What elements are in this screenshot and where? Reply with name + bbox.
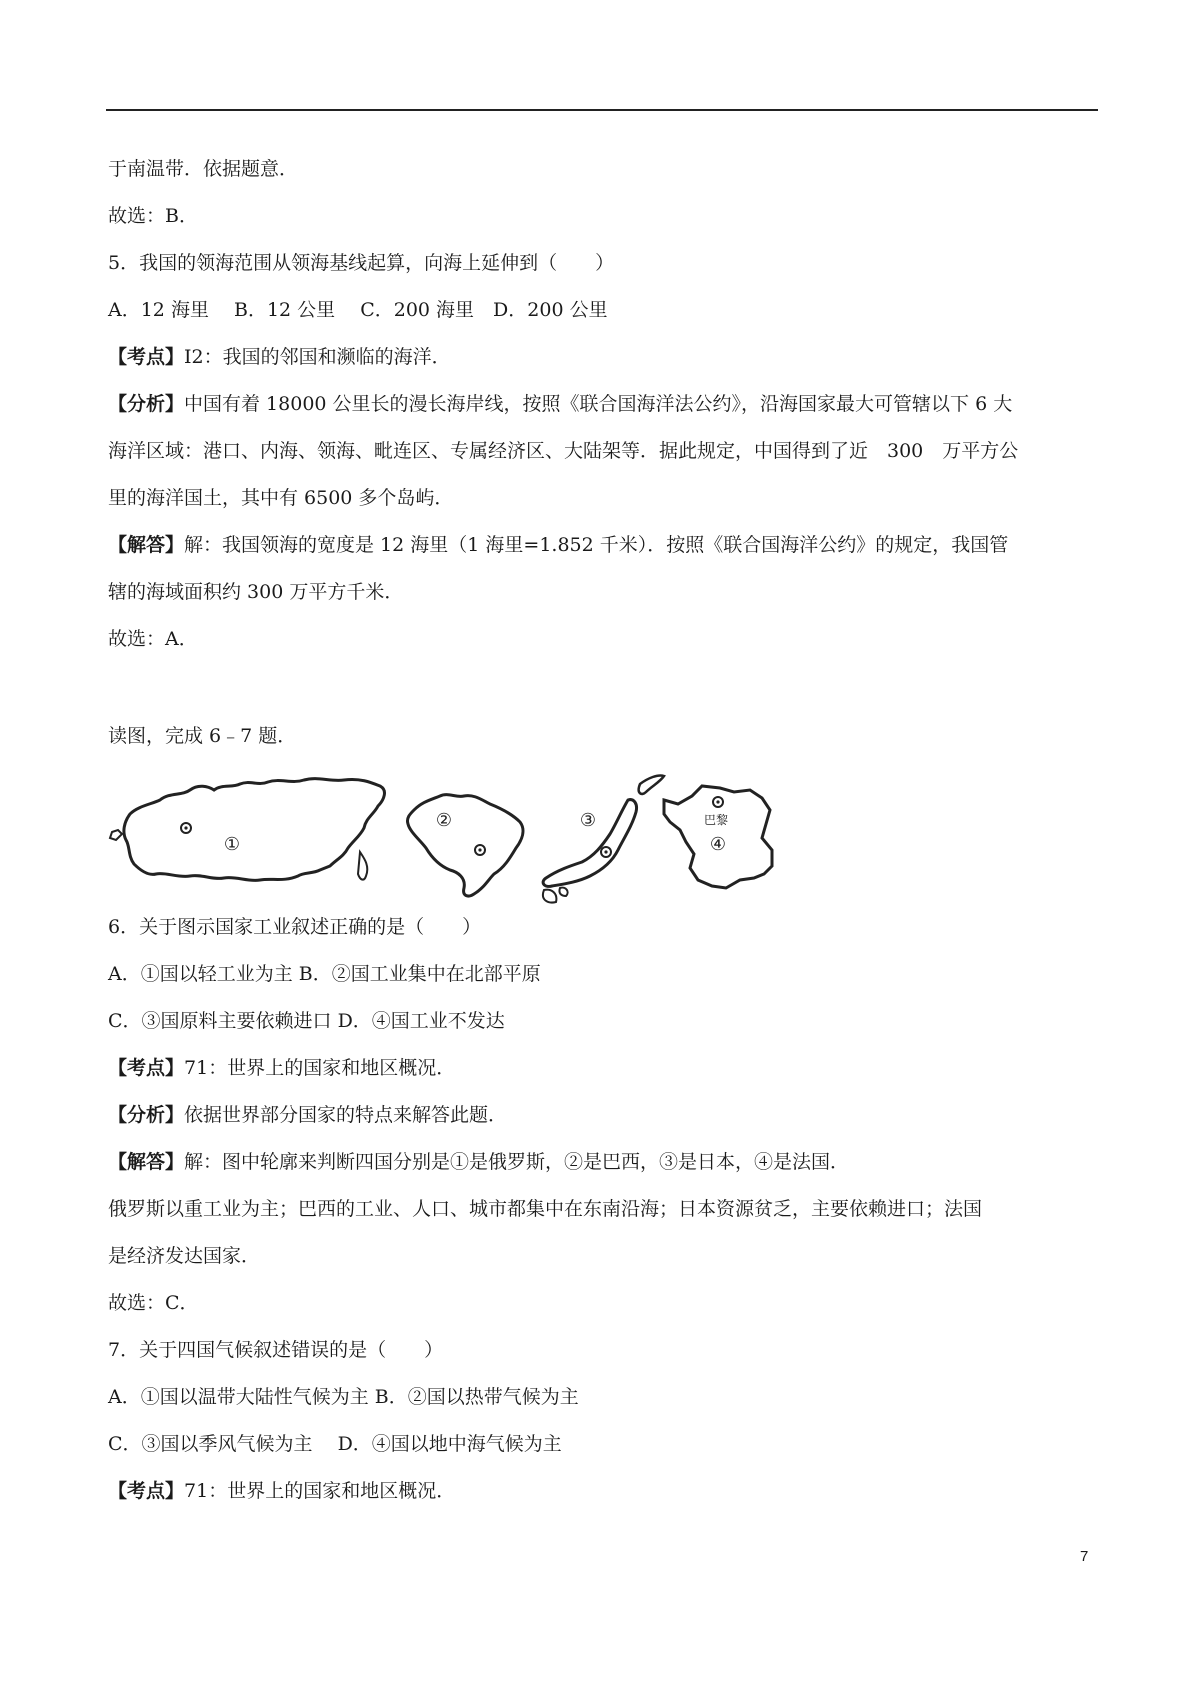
fenxi-line	[108, 1102, 1098, 1128]
question-6-options-cd: C．③国原料主要依赖进口 D．④国工业不发达	[108, 1010, 505, 1032]
text-line: 里的海洋国土，其中有 6500 多个岛屿．	[108, 487, 454, 509]
fenxi-line	[108, 391, 1098, 417]
answer-line: 故选：A．	[108, 628, 198, 650]
section-tag: 【分析】	[108, 393, 185, 415]
text-line: 海洋区域：港口、内海、领海、毗连区、专属经济区、大陆架等．据此规定，中国得到了近 300 万平方公	[108, 440, 1019, 462]
jieda-line	[108, 532, 1098, 558]
page-number: 7	[1080, 1548, 1089, 1565]
russia-map	[110, 779, 384, 881]
paris-label: 巴黎	[703, 813, 729, 827]
country-maps-figure	[108, 770, 848, 905]
kaodian-line	[108, 1055, 1098, 1081]
section-tag: 【解答】	[108, 534, 185, 556]
text-line: 是经济发达国家．	[108, 1245, 261, 1267]
question-7-options-ab: A．①国以温带大陆性气候为主 B．②国以热带气候为主	[108, 1386, 579, 1408]
jieda-line	[108, 1149, 1098, 1175]
text-line: 俄罗斯以重工业为主；巴西的工业、人口、城市都集中在东南沿海；日本资源贫乏，主要依赖进口；法国	[108, 1198, 983, 1220]
brazil-label: ②	[435, 810, 453, 831]
section-text: 解：我国领海的宽度是 12 海里（1 海里=1.852 千米）．按照《联合国海洋公约》的规定，我国管	[184, 534, 1009, 556]
france-map	[664, 786, 772, 888]
section-tag: 【考点】	[108, 1057, 185, 1079]
france-label: ④	[709, 834, 727, 855]
question-6-options-ab: A．①国以轻工业为主 B．②国工业集中在北部平原	[108, 963, 541, 985]
brazil-map	[407, 795, 523, 896]
japan-map	[543, 775, 664, 902]
question-5: 5．我国的领海范围从领海基线起算，向海上延伸到（ ）	[108, 252, 615, 274]
section-text: 71：世界上的国家和地区概况．	[184, 1480, 456, 1502]
text-line: 于南温带．依据题意．	[108, 158, 299, 180]
section-text: 中国有着 18000 公里长的漫长海岸线，按照《联合国海洋法公约》，沿海国家最大可管辖以下 6 大	[184, 393, 1013, 415]
kaodian-line	[108, 344, 1098, 370]
section-tag: 【考点】	[108, 1480, 185, 1502]
section-text: 71：世界上的国家和地区概况．	[184, 1057, 456, 1079]
question-7: 7．关于四国气候叙述错误的是（ ）	[108, 1339, 444, 1361]
text-line: 故选：B．	[108, 205, 198, 227]
section-text: 解：图中轮廓来判断四国分别是①是俄罗斯，②是巴西，③是日本，④是法国．	[184, 1151, 850, 1173]
section-tag: 【解答】	[108, 1151, 185, 1173]
kaodian-line	[108, 1478, 1098, 1504]
japan-label: ③	[579, 810, 597, 831]
section-text: I2：我国的邻国和濒临的海洋．	[184, 346, 451, 368]
read-map-instruction: 读图，完成 6﹣7 题．	[108, 725, 297, 747]
question-6: 6．关于图示国家工业叙述正确的是（ ）	[108, 916, 482, 938]
section-text: 依据世界部分国家的特点来解答此题．	[184, 1104, 508, 1126]
question-5-options: A．12 海里 B．12 公里 C．200 海里 D．200 公里	[108, 299, 608, 321]
text-line: 辖的海域面积约 300 万平方千米．	[108, 581, 404, 603]
answer-line: 故选：C．	[108, 1292, 199, 1314]
header-rule	[106, 109, 1098, 111]
russia-label: ①	[223, 834, 241, 855]
section-tag: 【分析】	[108, 1104, 185, 1126]
section-tag: 【考点】	[108, 346, 185, 368]
question-7-options-cd: C．③国以季风气候为主 D．④国以地中海气候为主	[108, 1433, 562, 1455]
